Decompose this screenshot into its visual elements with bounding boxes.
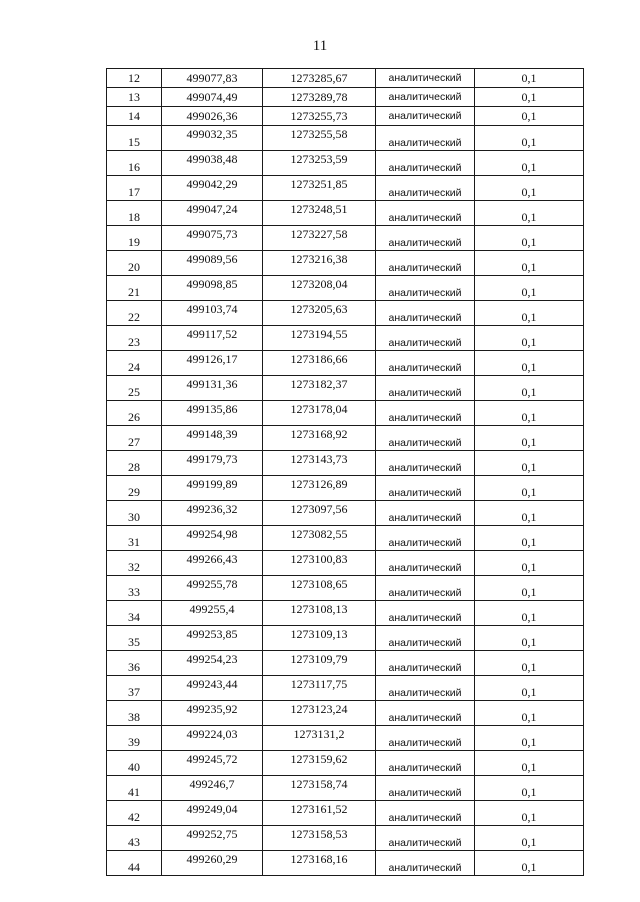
x-coordinate-cell: 499042,29 — [162, 176, 263, 201]
method-cell: аналитический — [376, 301, 475, 326]
method-cell: аналитический — [376, 826, 475, 851]
accuracy-cell: 0,1 — [475, 226, 584, 251]
point-number-cell: 13 — [107, 88, 162, 107]
table-row — [107, 426, 584, 451]
method-cell: аналитический — [376, 626, 475, 651]
method-cell: аналитический — [376, 151, 475, 176]
y-coordinate-cell: 1273158,74 — [263, 776, 376, 801]
x-coordinate-cell: 499077,83 — [162, 69, 263, 88]
table-row — [107, 651, 584, 676]
accuracy-cell: 0,1 — [475, 801, 584, 826]
y-coordinate-cell: 1273117,75 — [263, 676, 376, 701]
method-cell: аналитический — [376, 601, 475, 626]
accuracy-cell: 0,1 — [475, 69, 584, 88]
y-coordinate-cell: 1273109,13 — [263, 626, 376, 651]
y-coordinate-cell: 1273186,66 — [263, 351, 376, 376]
point-number-cell: 32 — [107, 551, 162, 576]
point-number-cell: 43 — [107, 826, 162, 851]
accuracy-cell: 0,1 — [475, 301, 584, 326]
point-number-cell: 12 — [107, 69, 162, 88]
accuracy-cell: 0,1 — [475, 751, 584, 776]
accuracy-cell: 0,1 — [475, 88, 584, 107]
point-number-cell: 21 — [107, 276, 162, 301]
x-coordinate-cell: 499255,78 — [162, 576, 263, 601]
table-row — [107, 276, 584, 301]
point-number-cell: 26 — [107, 401, 162, 426]
x-coordinate-cell: 499131,36 — [162, 376, 263, 401]
table-row — [107, 726, 584, 751]
y-coordinate-cell: 1273255,73 — [263, 107, 376, 126]
point-number-cell: 40 — [107, 751, 162, 776]
x-coordinate-cell: 499255,4 — [162, 601, 263, 626]
point-number-cell: 30 — [107, 501, 162, 526]
point-number-cell: 29 — [107, 476, 162, 501]
method-cell: аналитический — [376, 376, 475, 401]
method-cell: аналитический — [376, 676, 475, 701]
method-cell: аналитический — [376, 776, 475, 801]
y-coordinate-cell: 1273178,04 — [263, 401, 376, 426]
method-cell: аналитический — [376, 751, 475, 776]
accuracy-cell: 0,1 — [475, 501, 584, 526]
x-coordinate-cell: 499235,92 — [162, 701, 263, 726]
y-coordinate-cell: 1273123,24 — [263, 701, 376, 726]
table-row — [107, 451, 584, 476]
x-coordinate-cell: 499135,86 — [162, 401, 263, 426]
method-cell: аналитический — [376, 351, 475, 376]
y-coordinate-cell: 1273082,55 — [263, 526, 376, 551]
table-row — [107, 776, 584, 801]
x-coordinate-cell: 499148,39 — [162, 426, 263, 451]
point-number-cell: 20 — [107, 251, 162, 276]
method-cell: аналитический — [376, 576, 475, 601]
accuracy-cell: 0,1 — [475, 126, 584, 151]
accuracy-cell: 0,1 — [475, 551, 584, 576]
table-row — [107, 326, 584, 351]
y-coordinate-cell: 1273285,67 — [263, 69, 376, 88]
x-coordinate-cell: 499126,17 — [162, 351, 263, 376]
y-coordinate-cell: 1273161,52 — [263, 801, 376, 826]
accuracy-cell: 0,1 — [475, 176, 584, 201]
method-cell: аналитический — [376, 651, 475, 676]
x-coordinate-cell: 499199,89 — [162, 476, 263, 501]
method-cell: аналитический — [376, 251, 475, 276]
point-number-cell: 27 — [107, 426, 162, 451]
method-cell: аналитический — [376, 801, 475, 826]
method-cell: аналитический — [376, 426, 475, 451]
y-coordinate-cell: 1273255,58 — [263, 126, 376, 151]
method-cell: аналитический — [376, 88, 475, 107]
x-coordinate-cell: 499236,32 — [162, 501, 263, 526]
y-coordinate-cell: 1273216,38 — [263, 251, 376, 276]
x-coordinate-cell: 499254,23 — [162, 651, 263, 676]
point-number-cell: 23 — [107, 326, 162, 351]
point-number-cell: 41 — [107, 776, 162, 801]
y-coordinate-cell: 1273168,92 — [263, 426, 376, 451]
y-coordinate-cell: 1273253,59 — [263, 151, 376, 176]
accuracy-cell: 0,1 — [475, 676, 584, 701]
y-coordinate-cell: 1273109,79 — [263, 651, 376, 676]
x-coordinate-cell: 499253,85 — [162, 626, 263, 651]
table-row — [107, 526, 584, 551]
accuracy-cell: 0,1 — [475, 376, 584, 401]
x-coordinate-cell: 499103,74 — [162, 301, 263, 326]
x-coordinate-cell: 499266,43 — [162, 551, 263, 576]
accuracy-cell: 0,1 — [475, 326, 584, 351]
method-cell: аналитический — [376, 107, 475, 126]
table-row — [107, 351, 584, 376]
y-coordinate-cell: 1273143,73 — [263, 451, 376, 476]
accuracy-cell: 0,1 — [475, 826, 584, 851]
table-row — [107, 376, 584, 401]
table-row — [107, 88, 584, 107]
table-row — [107, 226, 584, 251]
point-number-cell: 25 — [107, 376, 162, 401]
y-coordinate-cell: 1273159,62 — [263, 751, 376, 776]
method-cell: аналитический — [376, 476, 475, 501]
table-row — [107, 801, 584, 826]
method-cell: аналитический — [376, 526, 475, 551]
x-coordinate-cell: 499117,52 — [162, 326, 263, 351]
table-row — [107, 301, 584, 326]
x-coordinate-cell: 499098,85 — [162, 276, 263, 301]
table-row — [107, 851, 584, 876]
x-coordinate-cell: 499245,72 — [162, 751, 263, 776]
y-coordinate-cell: 1273158,53 — [263, 826, 376, 851]
point-number-cell: 19 — [107, 226, 162, 251]
point-number-cell: 24 — [107, 351, 162, 376]
y-coordinate-cell: 1273182,37 — [263, 376, 376, 401]
table-row — [107, 401, 584, 426]
accuracy-cell: 0,1 — [475, 276, 584, 301]
accuracy-cell: 0,1 — [475, 401, 584, 426]
y-coordinate-cell: 1273097,56 — [263, 501, 376, 526]
point-number-cell: 35 — [107, 626, 162, 651]
x-coordinate-cell: 499243,44 — [162, 676, 263, 701]
table-row — [107, 107, 584, 126]
x-coordinate-cell: 499032,35 — [162, 126, 263, 151]
x-coordinate-cell: 499038,48 — [162, 151, 263, 176]
method-cell: аналитический — [376, 501, 475, 526]
y-coordinate-cell: 1273251,85 — [263, 176, 376, 201]
method-cell: аналитический — [376, 69, 475, 88]
table-row — [107, 701, 584, 726]
table-row — [107, 626, 584, 651]
method-cell: аналитический — [376, 326, 475, 351]
accuracy-cell: 0,1 — [475, 601, 584, 626]
table-row — [107, 176, 584, 201]
method-cell: аналитический — [376, 201, 475, 226]
point-number-cell: 15 — [107, 126, 162, 151]
accuracy-cell: 0,1 — [475, 201, 584, 226]
x-coordinate-cell: 499179,73 — [162, 451, 263, 476]
point-number-cell: 37 — [107, 676, 162, 701]
point-number-cell: 17 — [107, 176, 162, 201]
accuracy-cell: 0,1 — [475, 776, 584, 801]
x-coordinate-cell: 499260,29 — [162, 851, 263, 876]
table-row — [107, 751, 584, 776]
method-cell: аналитический — [376, 551, 475, 576]
point-number-cell: 22 — [107, 301, 162, 326]
point-number-cell: 28 — [107, 451, 162, 476]
method-cell: аналитический — [376, 126, 475, 151]
page-number: 11 — [312, 38, 328, 54]
table-row — [107, 151, 584, 176]
point-number-cell: 16 — [107, 151, 162, 176]
x-coordinate-cell: 499026,36 — [162, 107, 263, 126]
accuracy-cell: 0,1 — [475, 476, 584, 501]
point-number-cell: 42 — [107, 801, 162, 826]
y-coordinate-cell: 1273131,2 — [263, 726, 376, 751]
coordinates-table-body — [107, 69, 584, 876]
method-cell: аналитический — [376, 726, 475, 751]
y-coordinate-cell: 1273208,04 — [263, 276, 376, 301]
table-row — [107, 126, 584, 151]
y-coordinate-cell: 1273205,63 — [263, 301, 376, 326]
method-cell: аналитический — [376, 276, 475, 301]
x-coordinate-cell: 499252,75 — [162, 826, 263, 851]
y-coordinate-cell: 1273289,78 — [263, 88, 376, 107]
point-number-cell: 33 — [107, 576, 162, 601]
accuracy-cell: 0,1 — [475, 651, 584, 676]
x-coordinate-cell: 499246,7 — [162, 776, 263, 801]
x-coordinate-cell: 499089,56 — [162, 251, 263, 276]
accuracy-cell: 0,1 — [475, 251, 584, 276]
point-number-cell: 44 — [107, 851, 162, 876]
accuracy-cell: 0,1 — [475, 351, 584, 376]
accuracy-cell: 0,1 — [475, 526, 584, 551]
method-cell: аналитический — [376, 701, 475, 726]
table-row — [107, 69, 584, 88]
y-coordinate-cell: 1273126,89 — [263, 476, 376, 501]
accuracy-cell: 0,1 — [475, 701, 584, 726]
y-coordinate-cell: 1273108,65 — [263, 576, 376, 601]
method-cell: аналитический — [376, 401, 475, 426]
accuracy-cell: 0,1 — [475, 451, 584, 476]
point-number-cell: 36 — [107, 651, 162, 676]
x-coordinate-cell: 499075,73 — [162, 226, 263, 251]
point-number-cell: 31 — [107, 526, 162, 551]
point-number-cell: 38 — [107, 701, 162, 726]
point-number-cell: 34 — [107, 601, 162, 626]
accuracy-cell: 0,1 — [475, 576, 584, 601]
x-coordinate-cell: 499047,24 — [162, 201, 263, 226]
y-coordinate-cell: 1273100,83 — [263, 551, 376, 576]
accuracy-cell: 0,1 — [475, 626, 584, 651]
table-row — [107, 601, 584, 626]
point-number-cell: 39 — [107, 726, 162, 751]
y-coordinate-cell: 1273108,13 — [263, 601, 376, 626]
accuracy-cell: 0,1 — [475, 726, 584, 751]
table-row — [107, 501, 584, 526]
coordinates-table — [106, 68, 584, 876]
table-row — [107, 576, 584, 601]
y-coordinate-cell: 1273194,55 — [263, 326, 376, 351]
point-number-cell: 14 — [107, 107, 162, 126]
method-cell: аналитический — [376, 851, 475, 876]
method-cell: аналитический — [376, 176, 475, 201]
x-coordinate-cell: 499224,03 — [162, 726, 263, 751]
x-coordinate-cell: 499254,98 — [162, 526, 263, 551]
method-cell: аналитический — [376, 451, 475, 476]
table-row — [107, 201, 584, 226]
y-coordinate-cell: 1273168,16 — [263, 851, 376, 876]
table-row — [107, 826, 584, 851]
table-row — [107, 676, 584, 701]
table-row — [107, 551, 584, 576]
x-coordinate-cell: 499074,49 — [162, 88, 263, 107]
accuracy-cell: 0,1 — [475, 107, 584, 126]
table-row — [107, 476, 584, 501]
x-coordinate-cell: 499249,04 — [162, 801, 263, 826]
y-coordinate-cell: 1273227,58 — [263, 226, 376, 251]
y-coordinate-cell: 1273248,51 — [263, 201, 376, 226]
method-cell: аналитический — [376, 226, 475, 251]
table-row — [107, 251, 584, 276]
accuracy-cell: 0,1 — [475, 151, 584, 176]
accuracy-cell: 0,1 — [475, 426, 584, 451]
accuracy-cell: 0,1 — [475, 851, 584, 876]
point-number-cell: 18 — [107, 201, 162, 226]
